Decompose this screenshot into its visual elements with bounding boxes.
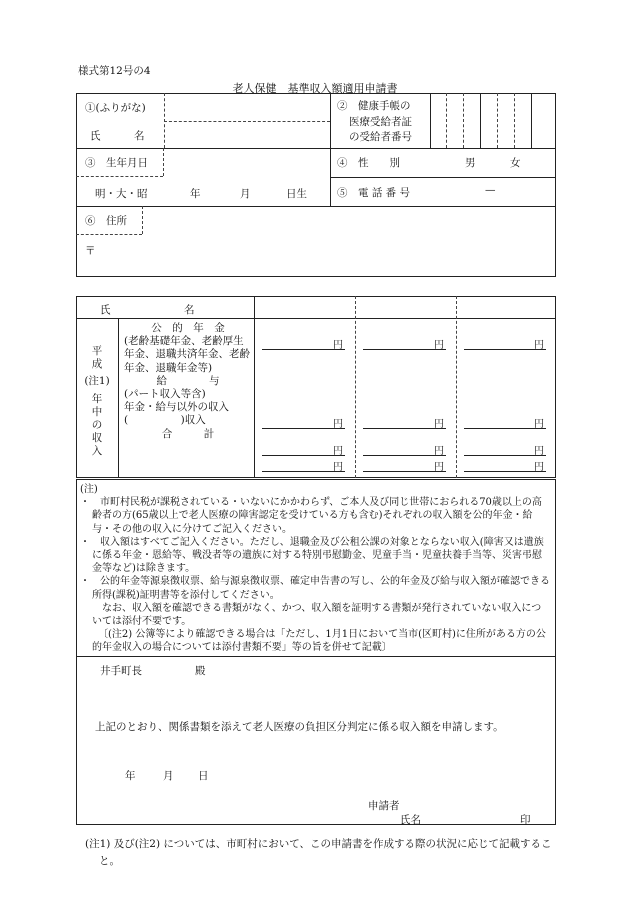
date-month: 月 bbox=[163, 770, 174, 782]
other-detail: ( )収入 bbox=[124, 414, 206, 427]
postal-mark: 〒 bbox=[85, 245, 96, 257]
yen-unit: 円 bbox=[333, 446, 343, 457]
yen-unit: 円 bbox=[333, 419, 343, 430]
yen-unit: 円 bbox=[434, 340, 444, 351]
date-year: 年 bbox=[125, 770, 136, 782]
application-statement: 上記のとおり、関係書類を添えて老人医療の負担区分判定に係る収入額を申請します。 bbox=[95, 721, 504, 733]
notes bbox=[80, 483, 550, 655]
yen-unit: 円 bbox=[434, 446, 444, 457]
pension-detail: (老齢基礎年金、老齢厚生年金、退職共済年金、老齢年金、退職年金等) bbox=[124, 335, 250, 374]
applicant-label: 申請者 bbox=[368, 800, 400, 812]
birth-era: 明・大・昭 bbox=[95, 188, 148, 200]
date-day: 日 bbox=[198, 770, 209, 782]
yen-unit: 円 bbox=[434, 419, 444, 430]
note-item-3: ・ 公的年金等源泉徴収票、給与源泉徴収票、確定申告書の写し、公的年金及び給与収入額が確認できる所得(課税)証明書等を添付してください。 bbox=[80, 576, 550, 601]
side-label-char: 入 bbox=[91, 445, 103, 458]
side-label-char: の bbox=[91, 419, 103, 432]
note-item-2: ・ 収入額はすべてご記入ください。ただし、退職金及び公租公課の対象とならない収入(障害又は遺族に係る年金・恩給等、戦没者等の遺族に対する特別弔慰勤金、児童手当・児童扶養手当等、災害弔慰金等など)は除きます。 bbox=[80, 536, 544, 575]
yen-unit: 円 bbox=[534, 340, 544, 351]
health-book-label-2: 医療受給者証 bbox=[349, 116, 412, 128]
side-label-char: 年 bbox=[91, 392, 103, 405]
yen-unit: 円 bbox=[333, 462, 343, 473]
pension-title: 公 的 年 金 bbox=[151, 322, 225, 334]
birth-month: 月 bbox=[240, 188, 251, 200]
yen-unit: 円 bbox=[434, 462, 444, 473]
side-label-char: 中 bbox=[91, 405, 103, 418]
salary-title: 給 与 bbox=[156, 374, 220, 387]
yen-unit: 円 bbox=[333, 340, 343, 351]
form-title: 老人保健 基準収入額適用申請書 bbox=[232, 82, 398, 95]
health-book-label: ② 健康手帳の bbox=[337, 100, 411, 112]
birth-day: 日生 bbox=[286, 188, 307, 200]
addressee: 井手町長 bbox=[100, 665, 142, 677]
note-item-5: 〔(注2) 公簿等により確認できる場合は「ただし、1月1日において当市(区町村)に住所がある方の公的年金収入の場合については添付書類不要」等の旨を併せて記載〕 bbox=[92, 629, 546, 654]
birth-label: ③ 生年月日 bbox=[85, 157, 148, 169]
side-label-char: 収 bbox=[91, 432, 103, 445]
side-label-char: 成 bbox=[91, 358, 103, 371]
note-item-1: ・ 市町村民税が課税されている・いないにかかわらず、ご本人及び同じ世帯におられる70歳以上の高齢者の方(65歳以上で老人医療の障害認定を受けている方も含む)それぞれの収入額を公的年金・給与・その他の収入に分けてご記入ください。 bbox=[80, 497, 542, 535]
total-label: 合 計 bbox=[161, 427, 215, 440]
income-name-header: 氏 名 bbox=[100, 304, 195, 316]
form-number: 様式第12号の4 bbox=[78, 65, 151, 77]
sex-label: ④ 性 別 bbox=[337, 157, 400, 169]
salary-detail: (パート収入等含) bbox=[124, 388, 206, 401]
income-row-labels bbox=[124, 322, 252, 441]
seal-mark: 印 bbox=[520, 814, 531, 826]
income-side-label bbox=[76, 345, 118, 459]
yen-unit: 円 bbox=[534, 419, 544, 430]
health-book-label-3: の受給者番号 bbox=[349, 131, 412, 143]
side-label-char: 平 bbox=[91, 345, 103, 357]
yen-unit: 円 bbox=[534, 462, 544, 473]
sex-female[interactable]: 女 bbox=[510, 157, 521, 169]
birth-year: 年 bbox=[190, 188, 201, 200]
sex-male[interactable]: 男 bbox=[465, 157, 476, 169]
furigana-label: ①(ふりがな) bbox=[85, 102, 146, 114]
footnote: (注1) 及び(注2) については、市町村において、この申請書を作成する際の状況に応じて記載すること。 bbox=[85, 838, 552, 867]
phone-dash: — bbox=[485, 184, 496, 196]
notes-header: (注) bbox=[80, 484, 98, 495]
address-label: ⑥ 住所 bbox=[85, 215, 127, 227]
name-label: 氏 名 bbox=[90, 130, 145, 142]
phone-label: ⑤ 電 話 番 号 bbox=[337, 187, 411, 199]
yen-unit: 円 bbox=[534, 446, 544, 457]
applicant-name-label: 氏名 bbox=[400, 814, 421, 826]
note-item-4: なお、収入額を確認できる書類がなく、かつ、収入額を証明する書類が発行されていない収入については添付不要です。 bbox=[92, 602, 542, 628]
honorific: 殿 bbox=[195, 665, 206, 677]
other-title: 年金・給与以外の収入 bbox=[124, 401, 229, 414]
side-label-char: (注1) bbox=[84, 375, 110, 388]
